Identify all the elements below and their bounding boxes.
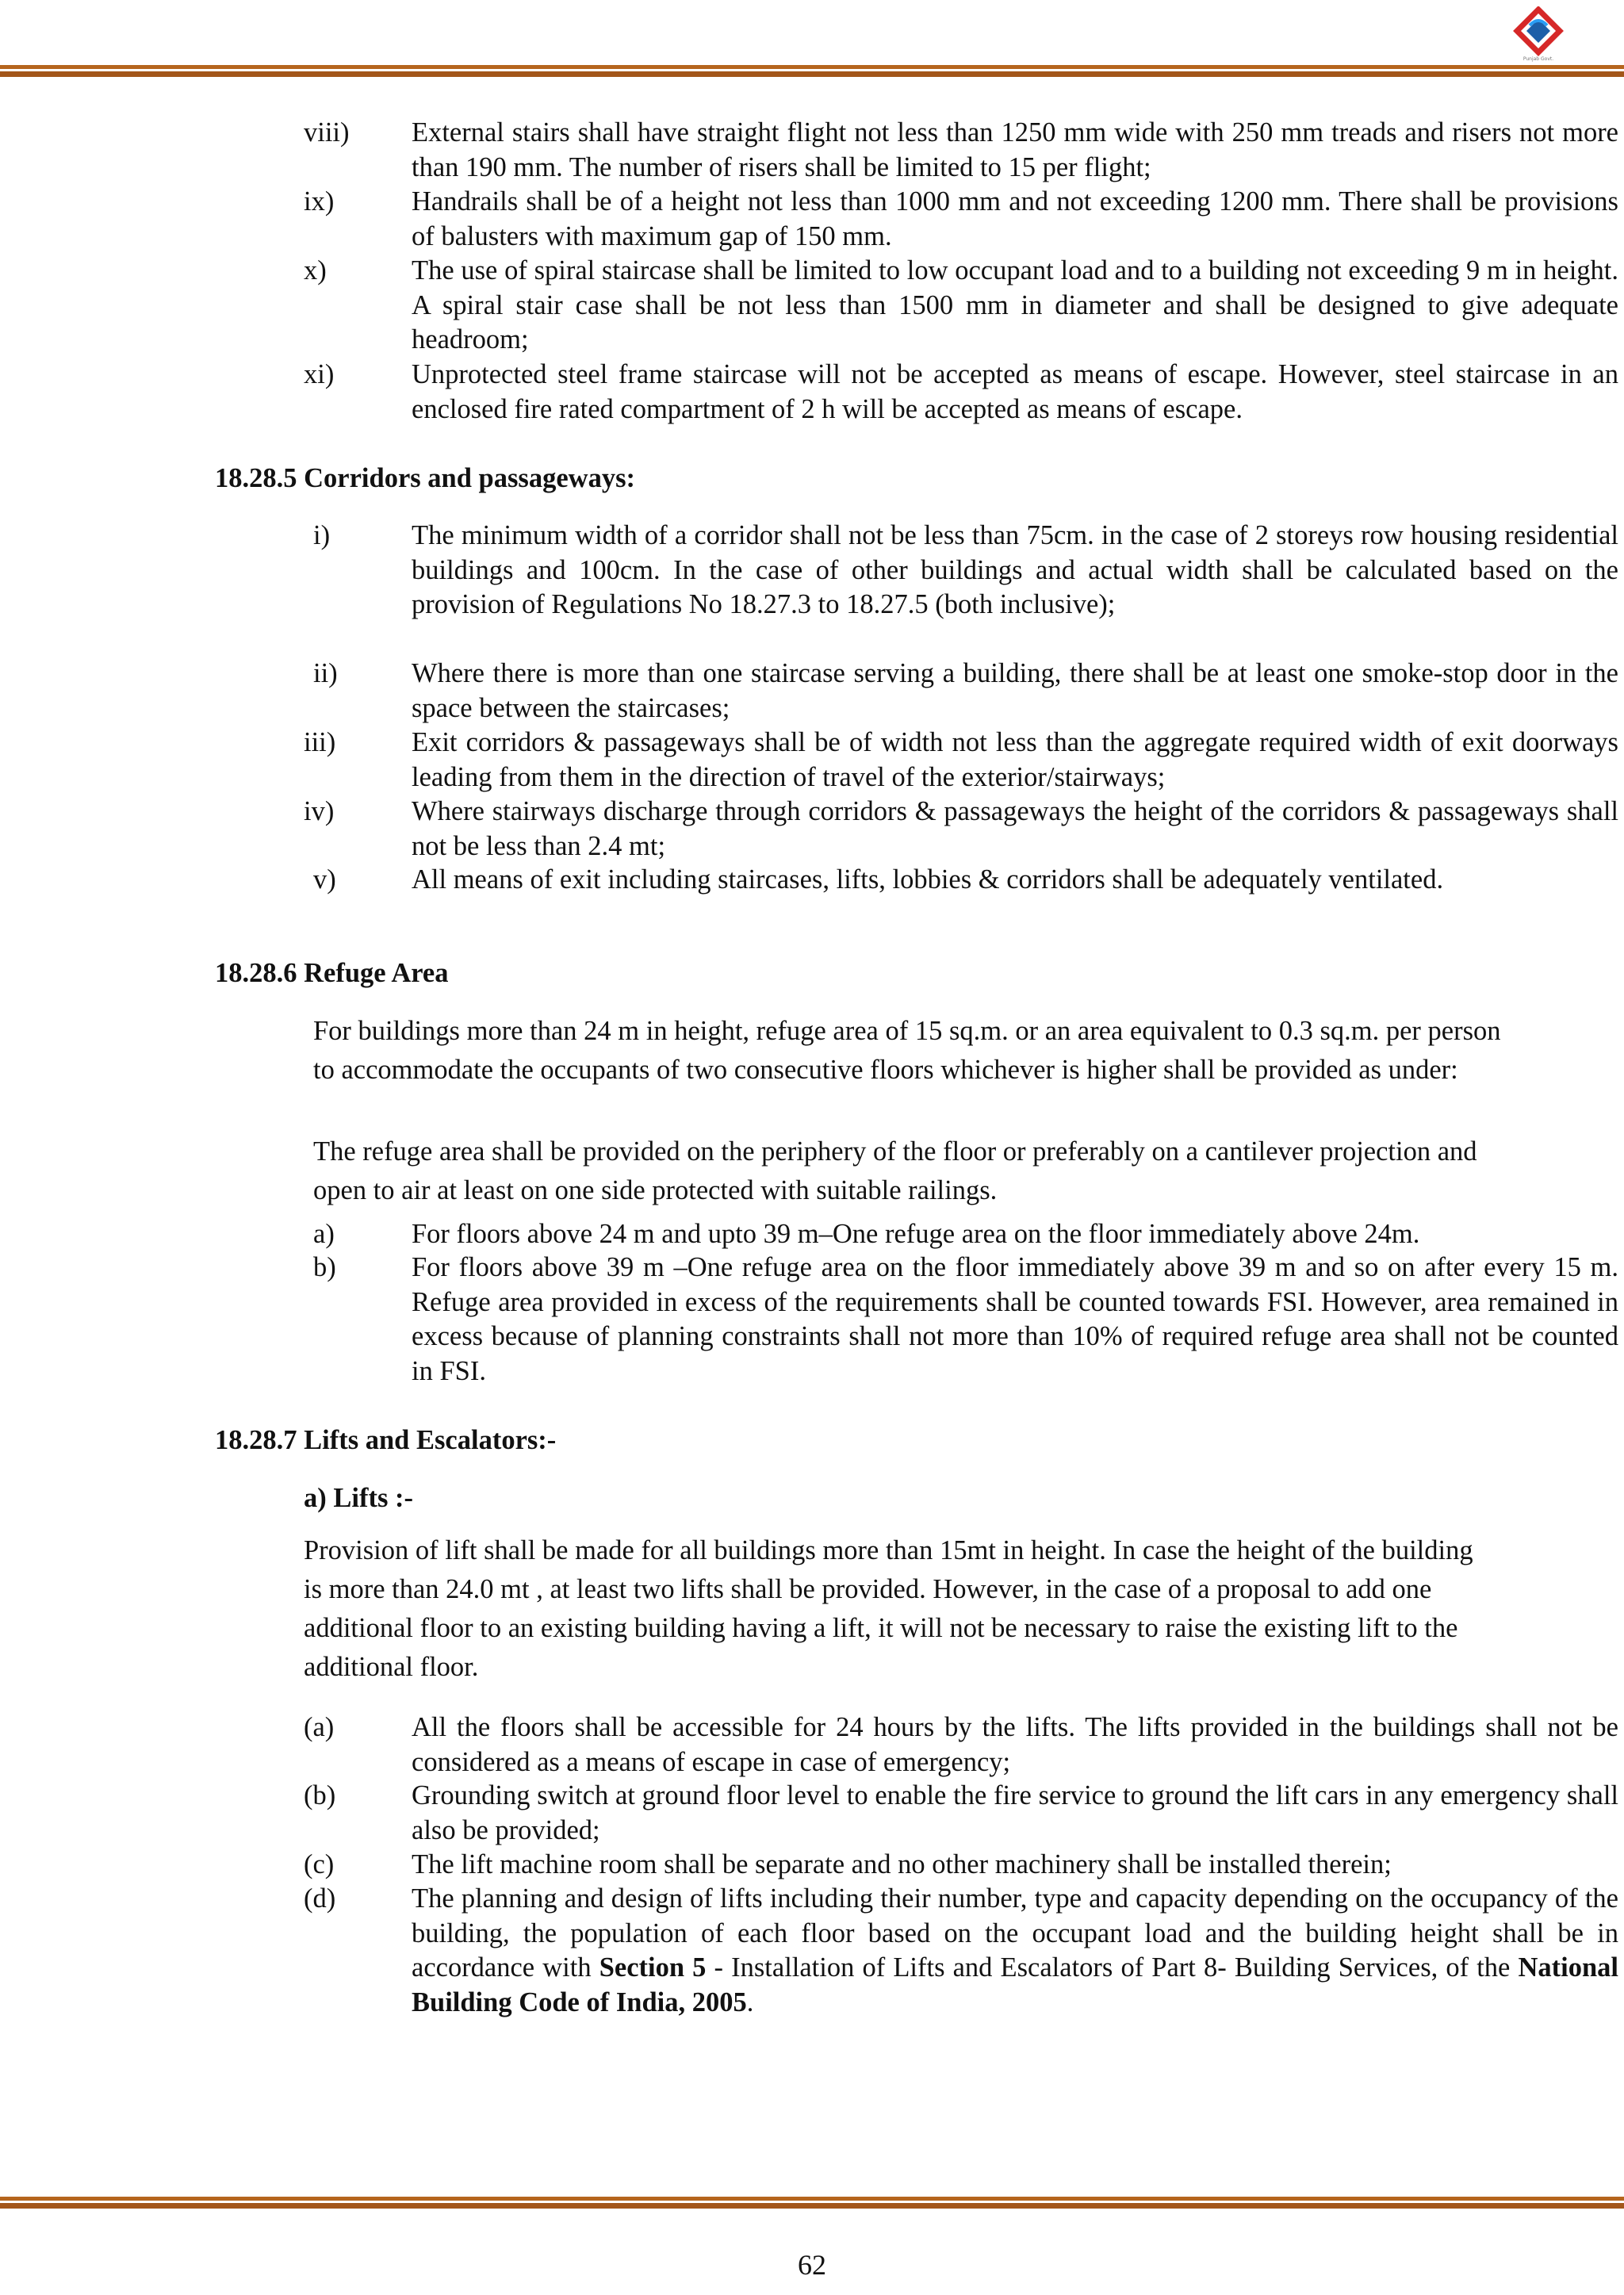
item-text: The minimum width of a corridor shall not be less than 75cm. in the case of 2 storeys row housing residential buildings and 100cm. In the case of other buildings and actual width shall be calculated based on the provision of Regulations No 18.27.3 to 18.27.5 (both inclusive); — [412, 520, 1618, 619]
logo-label: Punjab Govt. — [1522, 56, 1554, 62]
footer-rule — [0, 2197, 1624, 2209]
item-text: Handrails shall be of a height not less than 1000 mm and not exceeding 1200 mm. There shall be provisions of balusters with maximum gap of 150 mm. — [412, 186, 1618, 251]
code-reference: National Building Code of India, 2005 — [412, 1952, 1619, 2017]
item-text: Unprotected steel frame staircase will not be accepted as means of escape. However, steel staircase in an enclosed fire rated compartment of 2 h will be accepted as means of escape. — [412, 359, 1618, 424]
item-text: Where stairways discharge through corridors & passageways the height of the corridors & passageways shall not be less than 2.4 mt; — [412, 796, 1618, 861]
item-text-part: - Installation of Lifts and Escalators of Part 8- Building Services, of the — [706, 1952, 1519, 1983]
item-label: i) — [313, 520, 331, 550]
logo-icon — [1511, 6, 1566, 62]
item-text-part: . — [746, 1987, 754, 2017]
item-text: Grounding switch at ground floor level to enable the fire service to ground the lift cars in any emergency shall also be provided; — [412, 1780, 1618, 1845]
sub-heading: a) Lifts :- — [304, 1483, 413, 1513]
page-number: 62 — [798, 2249, 826, 2281]
item-label: a) — [313, 1219, 335, 1249]
item-label: (b) — [304, 1780, 336, 1810]
item-text — [412, 1882, 1618, 2020]
section-heading: 18.28.7 Lifts and Escalators:- — [215, 1425, 557, 1455]
item-text: The use of spiral staircase shall be limited to low occupant load and to a building not exceeding 9 m in height. A spiral stair case shall be not less than 1500 mm in diameter and shall be designed to give adequate headroom; — [412, 255, 1618, 354]
item-text: All means of exit including staircases, lifts, lobbies & corridors shall be adequately ventilated. — [412, 864, 1444, 895]
item-label: (d) — [304, 1883, 336, 1914]
item-text: For floors above 24 m and upto 39 m–One refuge area on the floor immediately above 24m. — [412, 1219, 1420, 1249]
header-rule — [0, 65, 1624, 77]
item-label: iv) — [304, 796, 335, 826]
item-text-part: The planning and design of lifts including their number, type and capacity depending on the occupancy of the building, the population of each floor based on the occupant load and the building height shall be in accordance with — [412, 1883, 1618, 1983]
item-label: x) — [304, 255, 327, 285]
item-label: xi) — [304, 359, 335, 389]
section-heading: 18.28.6 Refuge Area — [215, 958, 449, 988]
item-text: Exit corridors & passageways shall be of width not less than the aggregate required width of exit doorways leading from them in the direction of travel of the exterior/stairways; — [412, 727, 1618, 792]
section-reference: Section 5 — [599, 1952, 707, 1983]
item-label: (a) — [304, 1712, 335, 1742]
item-label: ii) — [313, 658, 338, 688]
paragraph: Provision of lift shall be made for all buildings more than 15mt in height. In case the height of the building is more than 24.0 mt , at least two lifts shall be provided. However, in the case of a proposal to add one additional floor to an existing building having a lift, it will not be necessary to raise the existing lift to the additional floor. — [304, 1535, 1473, 1682]
item-label: ix) — [304, 186, 335, 216]
item-text: The lift machine room shall be separate and no other machinery shall be installed therein; — [412, 1849, 1392, 1879]
section-heading: 18.28.5 Corridors and passageways: — [215, 463, 635, 493]
item-text: Where there is more than one staircase serving a building, there shall be at least one smoke-stop door in the space between the staircases; — [412, 658, 1618, 723]
item-text: For floors above 39 m –One refuge area on the floor immediately above 39 m and so on after every 15 m. Refuge area provided in excess of the requirements shall be counted towards FSI. However, area remained in excess because of planning constraints shall not more than 10% of required refuge area shall not be counted in FSI. — [412, 1252, 1618, 1386]
item-text: All the floors shall be accessible for 24 hours by the lifts. The lifts provided in the buildings shall not be considered as a means of escape in case of emergency; — [412, 1712, 1618, 1777]
paragraph: For buildings more than 24 m in height, refuge area of 15 sq.m. or an area equivalent to 0.3 sq.m. per person to accommodate the occupants of two consecutive floors whichever is higher shall be provided as under: — [313, 1016, 1501, 1085]
item-label: viii) — [304, 117, 350, 148]
item-label: v) — [313, 864, 336, 895]
paragraph: The refuge area shall be provided on the periphery of the floor or preferably on a cantilever projection and open to air at least on one side protected with suitable railings. — [313, 1136, 1477, 1205]
item-label: (c) — [304, 1849, 335, 1879]
item-label: b) — [313, 1252, 336, 1282]
item-text: External stairs shall have straight flight not less than 1250 mm wide with 250 mm treads and risers not more than 190 mm. The number of risers shall be limited to 15 per flight; — [412, 117, 1618, 182]
item-label: iii) — [304, 727, 336, 757]
